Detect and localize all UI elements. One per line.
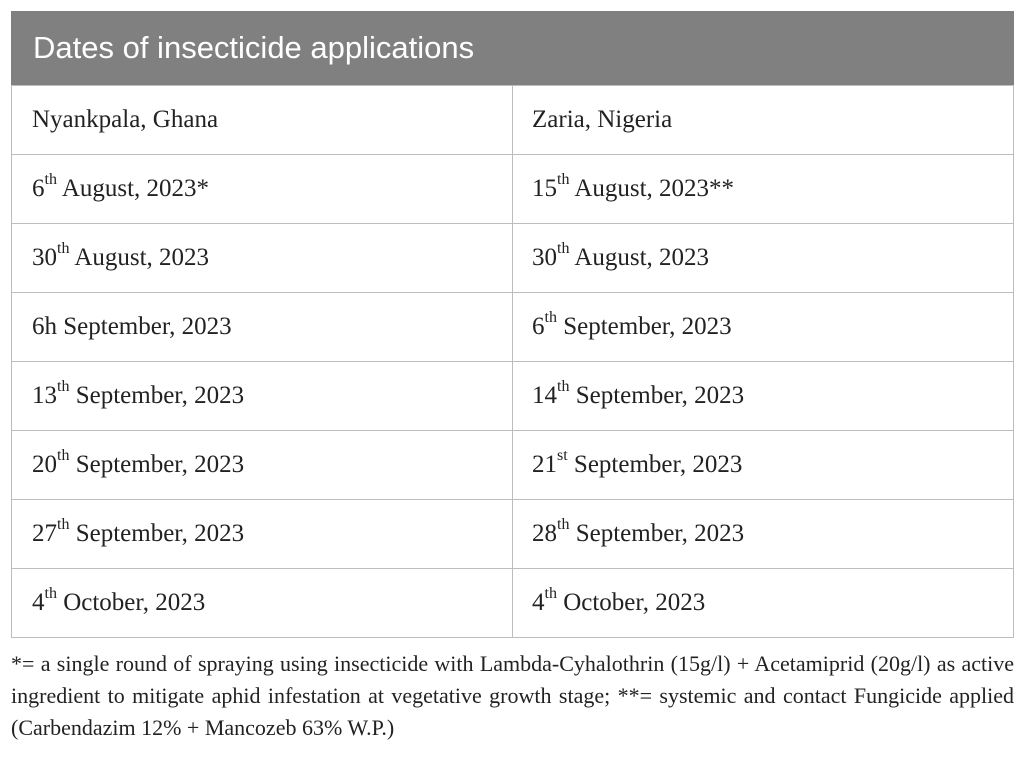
date-cell-zaria: 14th September, 2023 xyxy=(513,362,1014,431)
date-cell-zaria: 4th October, 2023 xyxy=(513,569,1014,638)
date-cell-nyankpala: 13th September, 2023 xyxy=(12,362,513,431)
column-header-row xyxy=(12,86,1014,155)
date-cell-nyankpala: 6th August, 2023* xyxy=(12,155,513,224)
table-footnote: *= a single round of spraying using insecticide with Lambda-Cyhalothrin (15g/l) + Acetamiprid (20g/l) as active ingredient to mitigate aphid infestation at vegetative growth stage; **= systemic and contact Fungicide applied (Carbendazim 12% + Mancozeb 63% W.P.) xyxy=(11,651,1014,740)
dates-table xyxy=(11,85,1014,638)
column-header-nyankpala: Nyankpala, Ghana xyxy=(12,86,513,155)
table-row xyxy=(12,569,1014,638)
date-cell-nyankpala: 30th August, 2023 xyxy=(12,224,513,293)
date-cell-nyankpala: 4th October, 2023 xyxy=(12,569,513,638)
date-cell-zaria: 15th August, 2023** xyxy=(513,155,1014,224)
column-header-zaria: Zaria, Nigeria xyxy=(513,86,1014,155)
date-cell-nyankpala: 6h September, 2023 xyxy=(12,293,513,362)
date-cell-nyankpala: 20th September, 2023 xyxy=(12,431,513,500)
table-row xyxy=(12,155,1014,224)
date-cell-zaria: 30th August, 2023 xyxy=(513,224,1014,293)
table-row xyxy=(12,500,1014,569)
table-title: Dates of insecticide applications xyxy=(11,11,1014,85)
table-row xyxy=(12,362,1014,431)
table-row xyxy=(12,224,1014,293)
table-row xyxy=(12,431,1014,500)
date-cell-zaria: 28th September, 2023 xyxy=(513,500,1014,569)
date-cell-zaria: 21st September, 2023 xyxy=(513,431,1014,500)
table-row xyxy=(12,293,1014,362)
applications-table xyxy=(11,11,1014,638)
date-cell-zaria: 6th September, 2023 xyxy=(513,293,1014,362)
date-cell-nyankpala: 27th September, 2023 xyxy=(12,500,513,569)
